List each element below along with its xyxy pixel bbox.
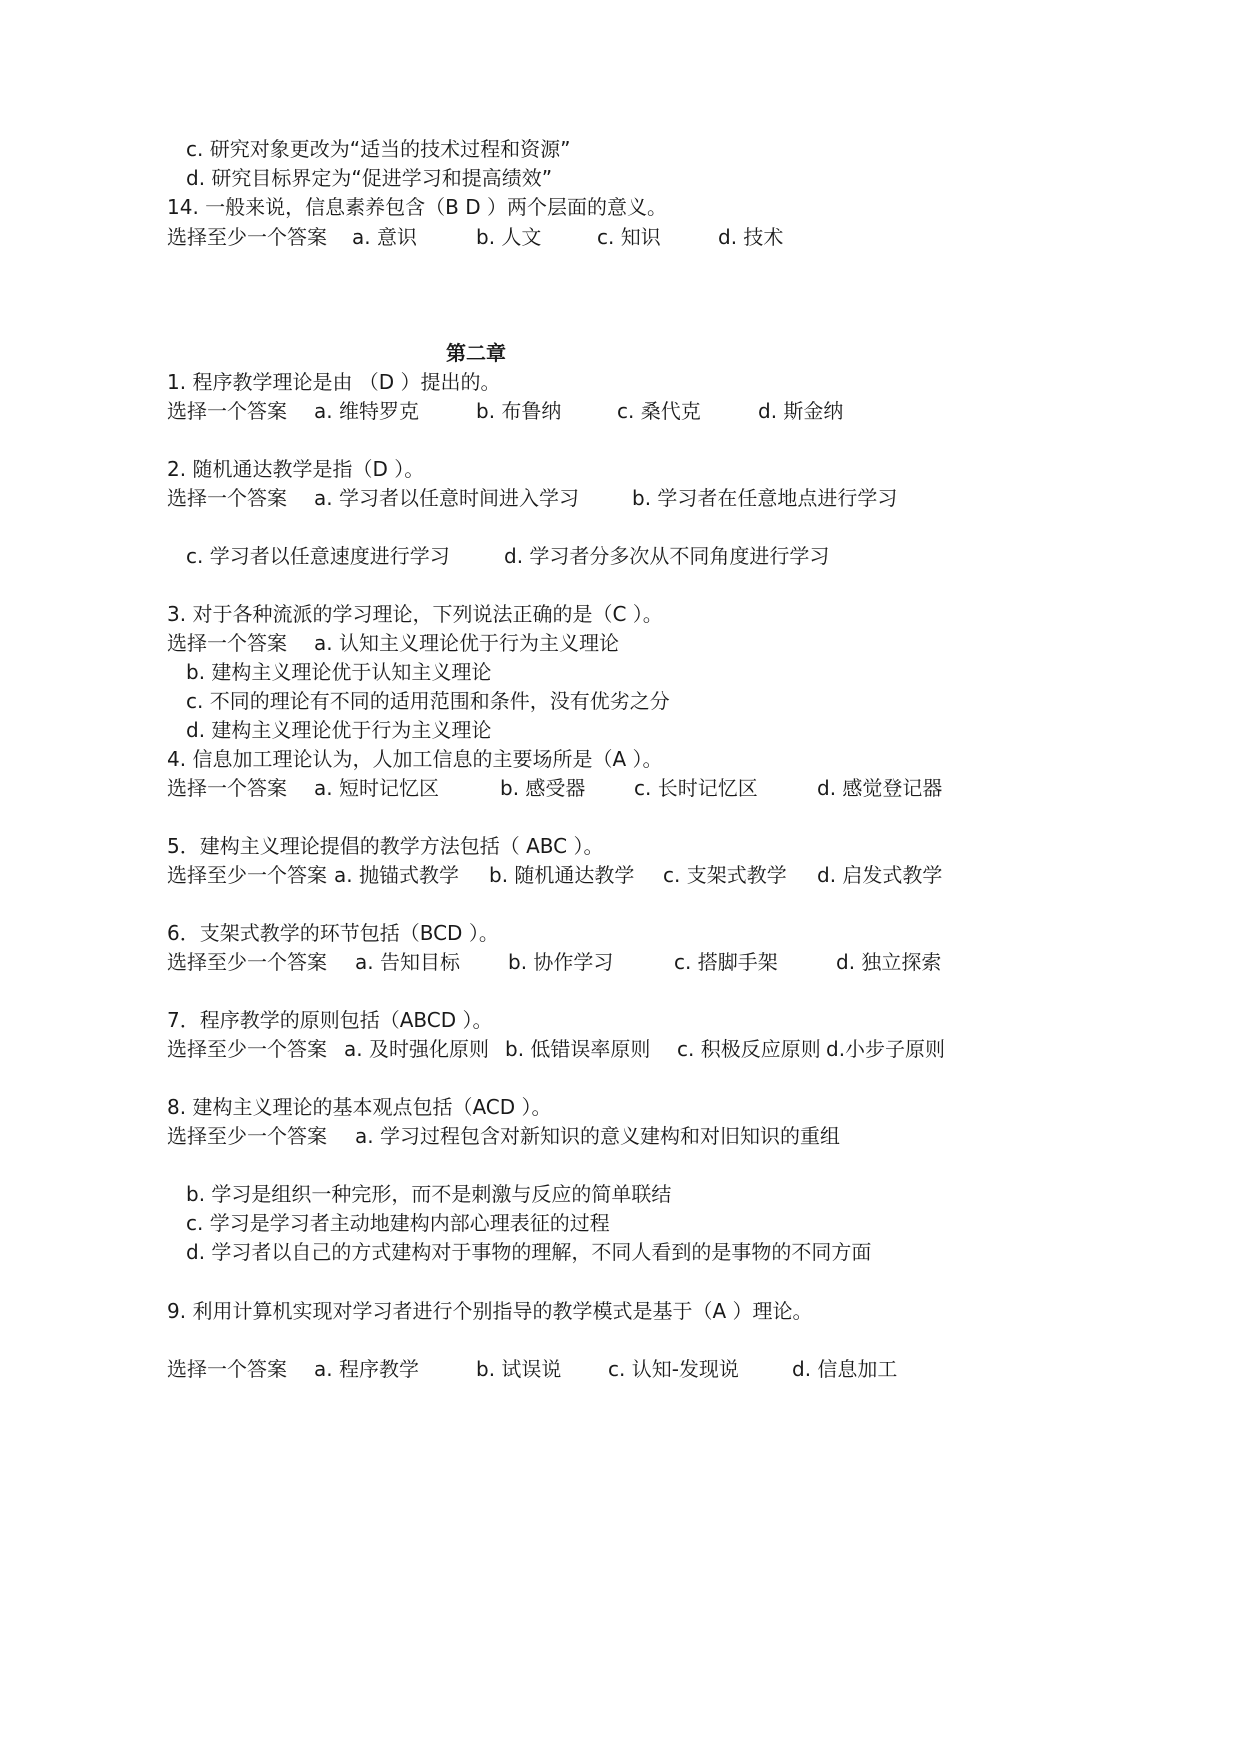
option: a. 学习过程包含对新知识的意义建构和对旧知识的重组: [355, 1124, 840, 1148]
question-text: 5．建构主义理论提倡的教学方法包括（ ABC ）。: [167, 834, 604, 858]
option: a. 意识: [352, 225, 417, 249]
option: a. 抛锚式教学: [334, 863, 459, 887]
option: a. 认知主义理论优于行为主义理论: [314, 631, 619, 655]
option: c. 桑代克: [617, 399, 701, 423]
option: d. 启发式教学: [817, 863, 943, 887]
option: c. 积极反应原则: [677, 1037, 821, 1061]
chapter-title: 第二章: [446, 341, 506, 365]
answer-prompt: 选择至少一个答案: [167, 225, 327, 249]
question-text: 14. 一般来说，信息素养包含（B D ）两个层面的意义。: [167, 195, 667, 219]
answer-prompt: 选择一个答案: [167, 1357, 287, 1381]
option-line: c. 研究对象更改为“适当的技术过程和资源”: [186, 137, 571, 161]
question-text: 8. 建构主义理论的基本观点包括（ACD ）。: [167, 1095, 552, 1119]
option: b. 感受器: [500, 776, 586, 800]
option: d. 学习者分多次从不同角度进行学习: [504, 544, 830, 568]
option: c. 知识: [597, 225, 661, 249]
option: b. 学习是组织一种完形，而不是刺激与反应的简单联结: [186, 1182, 672, 1206]
option: a. 及时强化原则: [344, 1037, 489, 1061]
question-text: 6．支架式教学的环节包括（BCD ）。: [167, 921, 499, 945]
option: d. 信息加工: [792, 1357, 898, 1381]
option: d.小步子原则: [826, 1037, 946, 1061]
option: c. 搭脚手架: [674, 950, 778, 974]
answer-prompt: 选择至少一个答案: [167, 950, 327, 974]
option: d. 斯金纳: [758, 399, 844, 423]
question-text: 9. 利用计算机实现对学习者进行个别指导的教学模式是基于（A ）理论。: [167, 1299, 813, 1323]
question-text: 2. 随机通达教学是指（D ）。: [167, 457, 425, 481]
answer-prompt: 选择一个答案: [167, 486, 287, 510]
option: c. 学习者以任意速度进行学习: [186, 544, 450, 568]
question-text: 4. 信息加工理论认为，人加工信息的主要场所是（A ）。: [167, 747, 663, 771]
option: b. 试误说: [476, 1357, 562, 1381]
answer-prompt: 选择一个答案: [167, 399, 287, 423]
question-text: 1. 程序教学理论是由 （D ）提出的。: [167, 370, 501, 394]
option: b. 建构主义理论优于认知主义理论: [186, 660, 492, 684]
option: a. 程序教学: [314, 1357, 419, 1381]
option: d. 独立探索: [836, 950, 942, 974]
option: b. 协作学习: [508, 950, 614, 974]
option: c. 学习是学习者主动地建构内部心理表征的过程: [186, 1211, 610, 1235]
option: a. 维特罗克: [314, 399, 419, 423]
option: a. 告知目标: [355, 950, 460, 974]
option: d. 技术: [718, 225, 784, 249]
option: d. 感觉登记器: [817, 776, 943, 800]
option: d. 建构主义理论优于行为主义理论: [186, 718, 492, 742]
question-text: 3. 对于各种流派的学习理论，下列说法正确的是（C ）。: [167, 602, 663, 626]
option-line: d. 研究目标界定为“促进学习和提高绩效”: [186, 166, 553, 190]
option: d. 学习者以自己的方式建构对于事物的理解，不同人看到的是事物的不同方面: [186, 1240, 872, 1264]
option: b. 低错误率原则: [505, 1037, 651, 1061]
option: c. 认知-发现说: [608, 1357, 739, 1381]
option: a. 学习者以任意时间进入学习: [314, 486, 579, 510]
option: c. 支架式教学: [663, 863, 787, 887]
answer-prompt: 选择一个答案: [167, 776, 287, 800]
option: b. 学习者在任意地点进行学习: [632, 486, 898, 510]
answer-prompt: 选择至少一个答案: [167, 863, 327, 887]
answer-prompt: 选择一个答案: [167, 631, 287, 655]
option: b. 人文: [476, 225, 542, 249]
answer-prompt: 选择至少一个答案: [167, 1037, 327, 1061]
option: c. 不同的理论有不同的适用范围和条件，没有优劣之分: [186, 689, 670, 713]
answer-prompt: 选择至少一个答案: [167, 1124, 327, 1148]
option: a. 短时记忆区: [314, 776, 439, 800]
option: c. 长时记忆区: [634, 776, 758, 800]
option: b. 布鲁纳: [476, 399, 562, 423]
question-text: 7．程序教学的原则包括（ABCD ）。: [167, 1008, 493, 1032]
option: b. 随机通达教学: [489, 863, 635, 887]
